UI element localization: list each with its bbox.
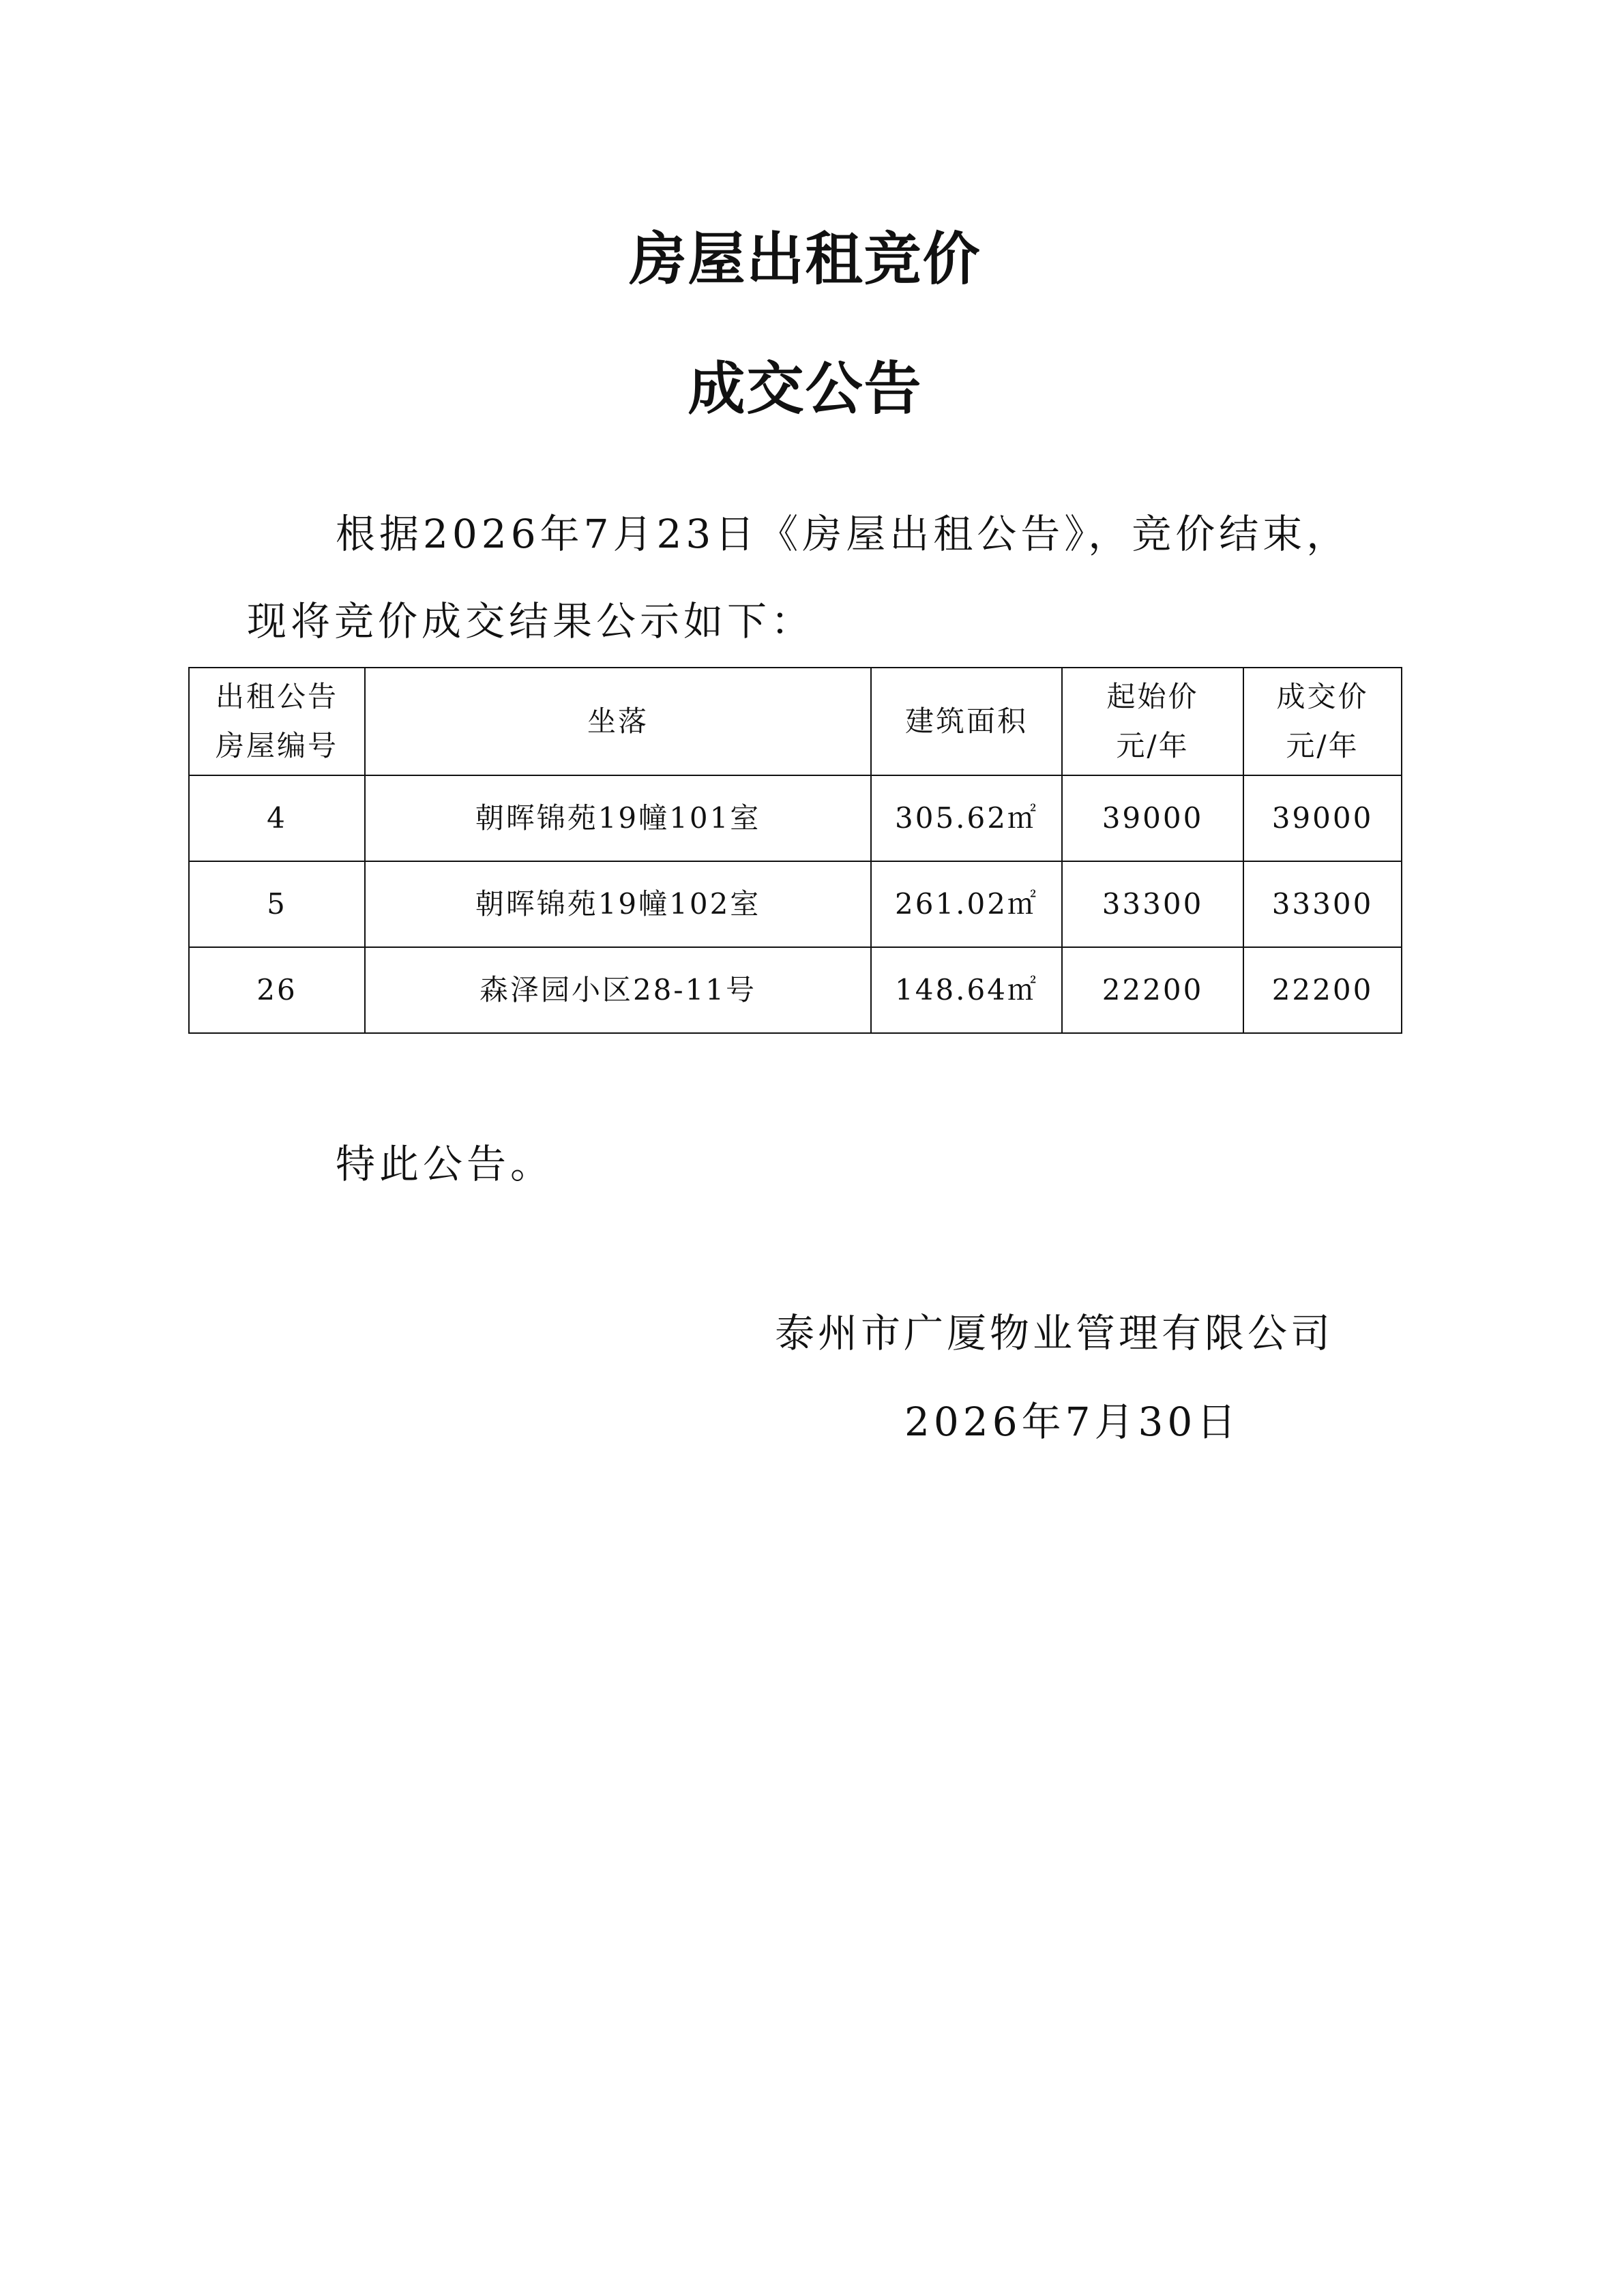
table-header-row [189, 668, 1402, 775]
header-deal-price-line-1: 成交价 [1276, 680, 1369, 713]
header-start-price-line-2: 元/年 [1116, 729, 1190, 762]
header-house-number-line-1: 出租公告 [215, 680, 338, 713]
cell-start-price: 22200 [1062, 947, 1243, 1033]
signature-date: 2026年7月30日 [904, 1399, 1241, 1445]
table-row [189, 947, 1402, 1033]
cell-location: 朝晖锦苑19幢101室 [365, 775, 871, 861]
cell-start-price: 33300 [1062, 861, 1243, 947]
cell-deal-price: 22200 [1243, 947, 1402, 1033]
result-table [188, 667, 1402, 1034]
header-area: 建筑面积 [871, 668, 1062, 775]
cell-house-number: 5 [189, 861, 365, 947]
header-deal-price [1243, 668, 1402, 775]
cell-deal-price: 39000 [1243, 775, 1402, 861]
document-subtitle: 成交公告 [688, 355, 923, 422]
header-house-number-line-2: 房屋编号 [215, 729, 338, 762]
cell-area: 148.64㎡ [871, 947, 1062, 1033]
cell-start-price: 39000 [1062, 775, 1243, 861]
header-start-price [1062, 668, 1243, 775]
company-signature: 泰州市广厦物业管理有限公司 [775, 1310, 1334, 1356]
cell-house-number: 4 [189, 775, 365, 861]
cell-area: 305.62㎡ [871, 775, 1062, 861]
header-deal-price-line-2: 元/年 [1286, 729, 1359, 762]
cell-location: 森泽园小区28-11号 [365, 947, 871, 1033]
closing-statement: 特此公告。 [336, 1141, 555, 1187]
cell-house-number: 26 [189, 947, 365, 1033]
intro-paragraph-line-2: 现将竞价成交结果公示如下： [247, 598, 815, 644]
table-row [189, 775, 1402, 861]
cell-deal-price: 33300 [1243, 861, 1402, 947]
header-house-number [189, 668, 365, 775]
intro-paragraph-line-1: 根据2026年7月23日《房屋出租公告》，竞价结束， [336, 511, 1350, 557]
table-row [189, 861, 1402, 947]
header-location: 坐落 [365, 668, 871, 775]
cell-location: 朝晖锦苑19幢102室 [365, 861, 871, 947]
cell-area: 261.02㎡ [871, 861, 1062, 947]
header-start-price-line-1: 起始价 [1106, 680, 1199, 713]
document-title: 房屋出租竞价 [629, 226, 981, 293]
